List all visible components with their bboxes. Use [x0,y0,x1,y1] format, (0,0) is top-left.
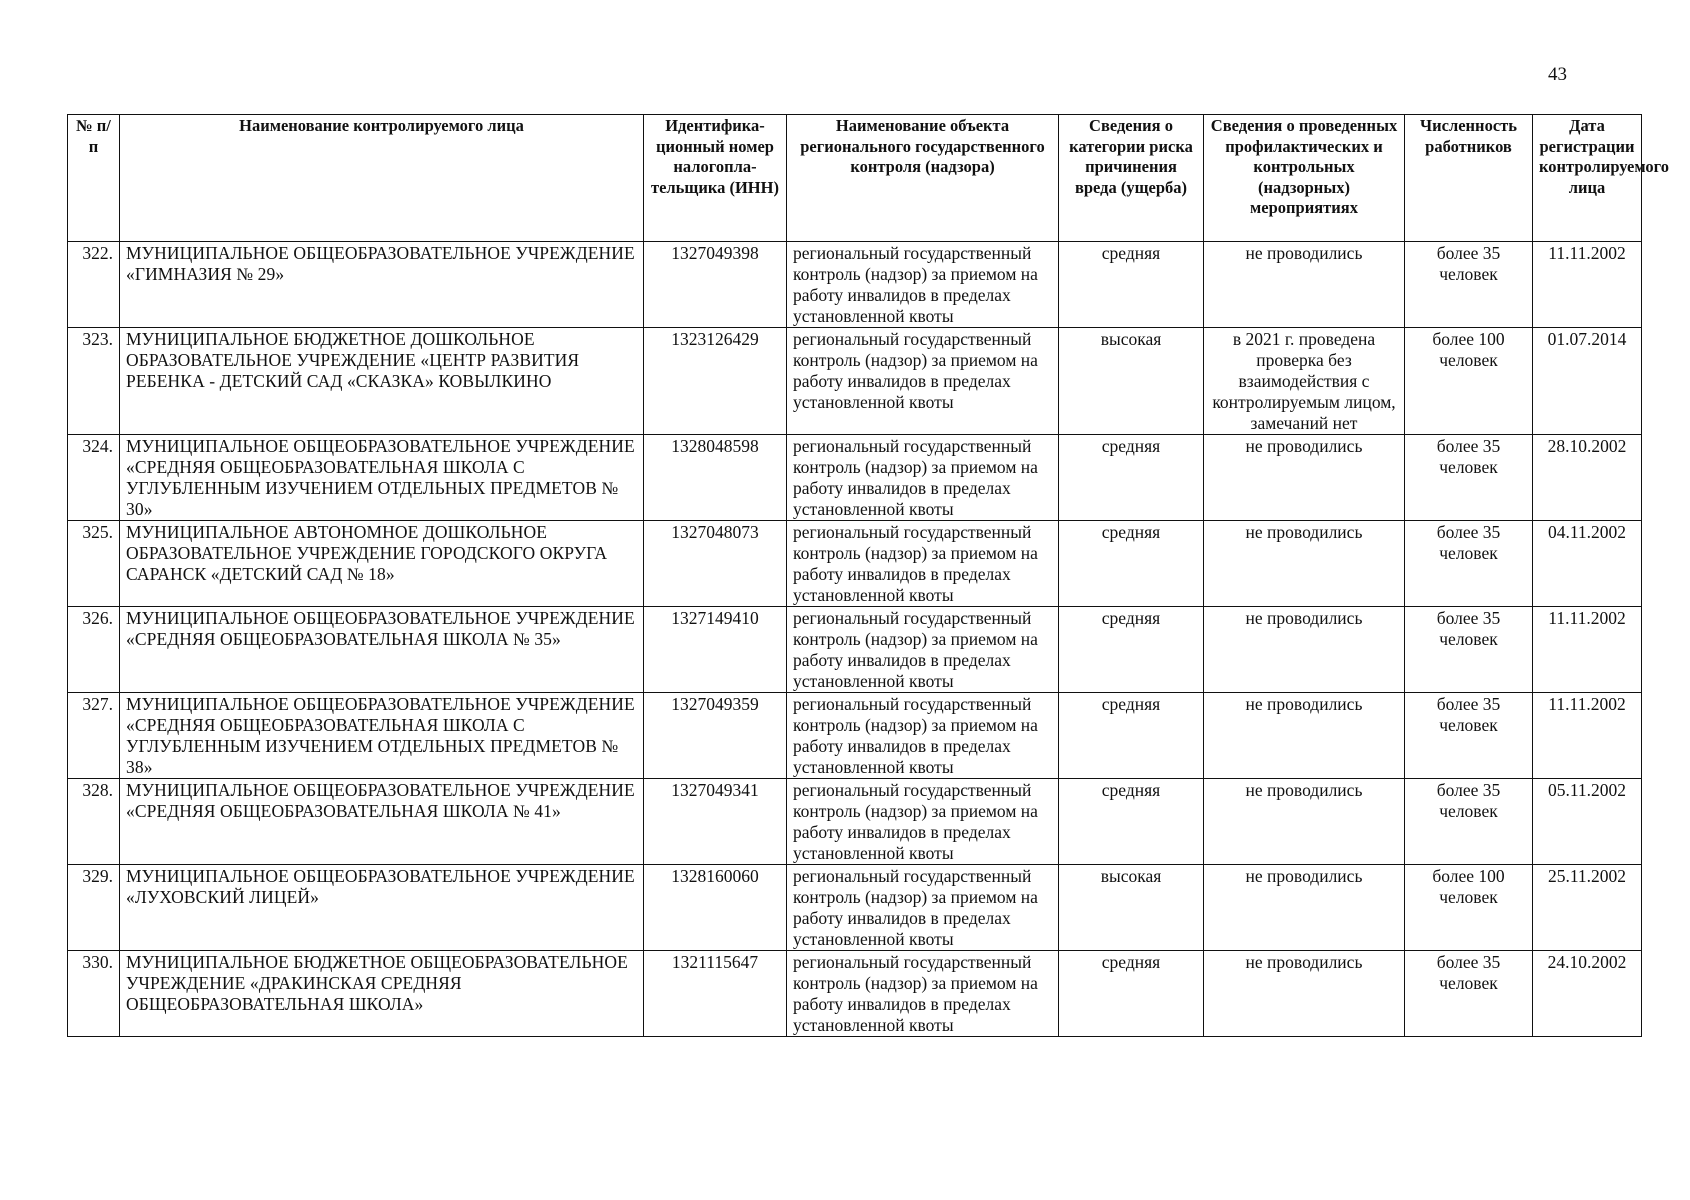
cell-inn: 1327048073 [644,521,787,607]
cell-events: в 2021 г. проведена проверка без взаимодействия с контролируемым лицом, замечаний нет [1204,328,1405,435]
cell-date: 04.11.2002 [1533,521,1642,607]
cell-inn: 1327049359 [644,693,787,779]
table-row [68,779,1642,865]
cell-inn: 1328160060 [644,865,787,951]
cell-object: региональный государственный контроль (надзор) за приемом на работу инвалидов в пределах установленной квоты [787,693,1059,779]
table-row [68,693,1642,779]
cell-staff: более 35 человек [1405,435,1533,521]
registry-table [67,114,1669,1037]
cell-num: 327. [68,693,120,779]
cell-inn: 1327049398 [644,242,787,328]
cell-object: региональный государственный контроль (надзор) за приемом на работу инвалидов в пределах установленной квоты [787,865,1059,951]
cell-num: 326. [68,607,120,693]
cell-name: МУНИЦИПАЛЬНОЕ ОБЩЕОБРАЗОВАТЕЛЬНОЕ УЧРЕЖДЕНИЕ «СРЕДНЯЯ ОБЩЕОБРАЗОВАТЕЛЬНАЯ ШКОЛА № 41» [120,779,644,865]
cell-object: региональный государственный контроль (надзор) за приемом на работу инвалидов в пределах установленной квоты [787,951,1059,1037]
cell-object: региональный государственный контроль (надзор) за приемом на работу инвалидов в пределах установленной квоты [787,607,1059,693]
cell-events: не проводились [1204,242,1405,328]
cell-events: не проводились [1204,607,1405,693]
cell-num: 325. [68,521,120,607]
cell-events: не проводились [1204,693,1405,779]
table-row [68,521,1642,607]
cell-events: не проводились [1204,865,1405,951]
cell-risk: средняя [1059,435,1204,521]
cell-date: 01.07.2014 [1533,328,1642,435]
cell-risk: средняя [1059,607,1204,693]
cell-risk: средняя [1059,242,1204,328]
cell-staff: более 35 человек [1405,521,1533,607]
page-number: 43 [1548,64,1567,85]
table-row [68,242,1642,328]
cell-inn: 1328048598 [644,435,787,521]
cell-num: 330. [68,951,120,1037]
header-risk: Сведения о категории риска причинения вреда (ущерба) [1059,115,1204,242]
table-row [68,607,1642,693]
cell-risk: средняя [1059,521,1204,607]
cell-staff: более 35 человек [1405,951,1533,1037]
cell-date: 24.10.2002 [1533,951,1642,1037]
header-inn: Идентифика-ционный номер налогопла-тельщика (ИНН) [644,115,787,242]
cell-num: 328. [68,779,120,865]
table-row [68,951,1642,1037]
cell-events: не проводились [1204,779,1405,865]
cell-inn: 1323126429 [644,328,787,435]
cell-name: МУНИЦИПАЛЬНОЕ АВТОНОМНОЕ ДОШКОЛЬНОЕ ОБРАЗОВАТЕЛЬНОЕ УЧРЕЖДЕНИЕ ГОРОДСКОГО ОКРУГА САРАНСК «ДЕТСКИЙ САД № 18» [120,521,644,607]
cell-risk: средняя [1059,693,1204,779]
header-name: Наименование контролируемого лица [120,115,644,242]
cell-risk: высокая [1059,328,1204,435]
cell-object: региональный государственный контроль (надзор) за приемом на работу инвалидов в пределах установленной квоты [787,242,1059,328]
cell-date: 11.11.2002 [1533,693,1642,779]
cell-inn: 1321115647 [644,951,787,1037]
cell-object: региональный государственный контроль (надзор) за приемом на работу инвалидов в пределах установленной квоты [787,328,1059,435]
header-row [68,115,1642,242]
cell-staff: более 35 человек [1405,607,1533,693]
table-row [68,435,1642,521]
cell-staff: более 35 человек [1405,779,1533,865]
cell-object: региональный государственный контроль (надзор) за приемом на работу инвалидов в пределах установленной квоты [787,435,1059,521]
cell-name: МУНИЦИПАЛЬНОЕ ОБЩЕОБРАЗОВАТЕЛЬНОЕ УЧРЕЖДЕНИЕ «ГИМНАЗИЯ № 29» [120,242,644,328]
cell-object: региональный государственный контроль (надзор) за приемом на работу инвалидов в пределах установленной квоты [787,779,1059,865]
cell-name: МУНИЦИПАЛЬНОЕ ОБЩЕОБРАЗОВАТЕЛЬНОЕ УЧРЕЖДЕНИЕ «СРЕДНЯЯ ОБЩЕОБРАЗОВАТЕЛЬНАЯ ШКОЛА № 35» [120,607,644,693]
header-date: Дата регистрации контролируемого лица [1533,115,1642,242]
cell-date: 25.11.2002 [1533,865,1642,951]
header-object: Наименование объекта регионального государственного контроля (надзора) [787,115,1059,242]
table-row [68,328,1642,435]
table-body [68,242,1642,1037]
cell-staff: более 35 человек [1405,242,1533,328]
header-events: Сведения о проведенных профилактических и контрольных (надзорных) мероприятиях [1204,115,1405,242]
cell-num: 324. [68,435,120,521]
cell-date: 11.11.2002 [1533,242,1642,328]
cell-staff: более 100 человек [1405,865,1533,951]
cell-object: региональный государственный контроль (надзор) за приемом на работу инвалидов в пределах установленной квоты [787,521,1059,607]
cell-inn: 1327149410 [644,607,787,693]
cell-risk: средняя [1059,951,1204,1037]
cell-staff: более 35 человек [1405,693,1533,779]
cell-staff: более 100 человек [1405,328,1533,435]
cell-name: МУНИЦИПАЛЬНОЕ ОБЩЕОБРАЗОВАТЕЛЬНОЕ УЧРЕЖДЕНИЕ «СРЕДНЯЯ ОБЩЕОБРАЗОВАТЕЛЬНАЯ ШКОЛА С УГЛУБЛЕННЫМ ИЗУЧЕНИЕМ ОТДЕЛЬНЫХ ПРЕДМЕТОВ № 38» [120,693,644,779]
header-staff: Численность работников [1405,115,1533,242]
cell-risk: средняя [1059,779,1204,865]
table-header [68,115,1669,242]
cell-inn: 1327049341 [644,779,787,865]
cell-events: не проводились [1204,521,1405,607]
cell-name: МУНИЦИПАЛЬНОЕ БЮДЖЕТНОЕ ДОШКОЛЬНОЕ ОБРАЗОВАТЕЛЬНОЕ УЧРЕЖДЕНИЕ «ЦЕНТР РАЗВИТИЯ РЕБЕНКА - ДЕТСКИЙ САД «СКАЗКА» КОВЫЛКИНО [120,328,644,435]
cell-date: 28.10.2002 [1533,435,1642,521]
cell-date: 11.11.2002 [1533,607,1642,693]
table-row [68,865,1642,951]
cell-name: МУНИЦИПАЛЬНОЕ ОБЩЕОБРАЗОВАТЕЛЬНОЕ УЧРЕЖДЕНИЕ «ЛУХОВСКИЙ ЛИЦЕЙ» [120,865,644,951]
cell-num: 323. [68,328,120,435]
header-num: № п/п [68,115,120,242]
cell-name: МУНИЦИПАЛЬНОЕ БЮДЖЕТНОЕ ОБЩЕОБРАЗОВАТЕЛЬНОЕ УЧРЕЖДЕНИЕ «ДРАКИНСКАЯ СРЕДНЯЯ ОБЩЕОБРАЗОВАТЕЛЬНАЯ ШКОЛА» [120,951,644,1037]
cell-date: 05.11.2002 [1533,779,1642,865]
cell-events: не проводились [1204,951,1405,1037]
cell-events: не проводились [1204,435,1405,521]
cell-num: 329. [68,865,120,951]
cell-name: МУНИЦИПАЛЬНОЕ ОБЩЕОБРАЗОВАТЕЛЬНОЕ УЧРЕЖДЕНИЕ «СРЕДНЯЯ ОБЩЕОБРАЗОВАТЕЛЬНАЯ ШКОЛА С УГЛУБЛЕННЫМ ИЗУЧЕНИЕМ ОТДЕЛЬНЫХ ПРЕДМЕТОВ № 30» [120,435,644,521]
cell-risk: высокая [1059,865,1204,951]
cell-num: 322. [68,242,120,328]
